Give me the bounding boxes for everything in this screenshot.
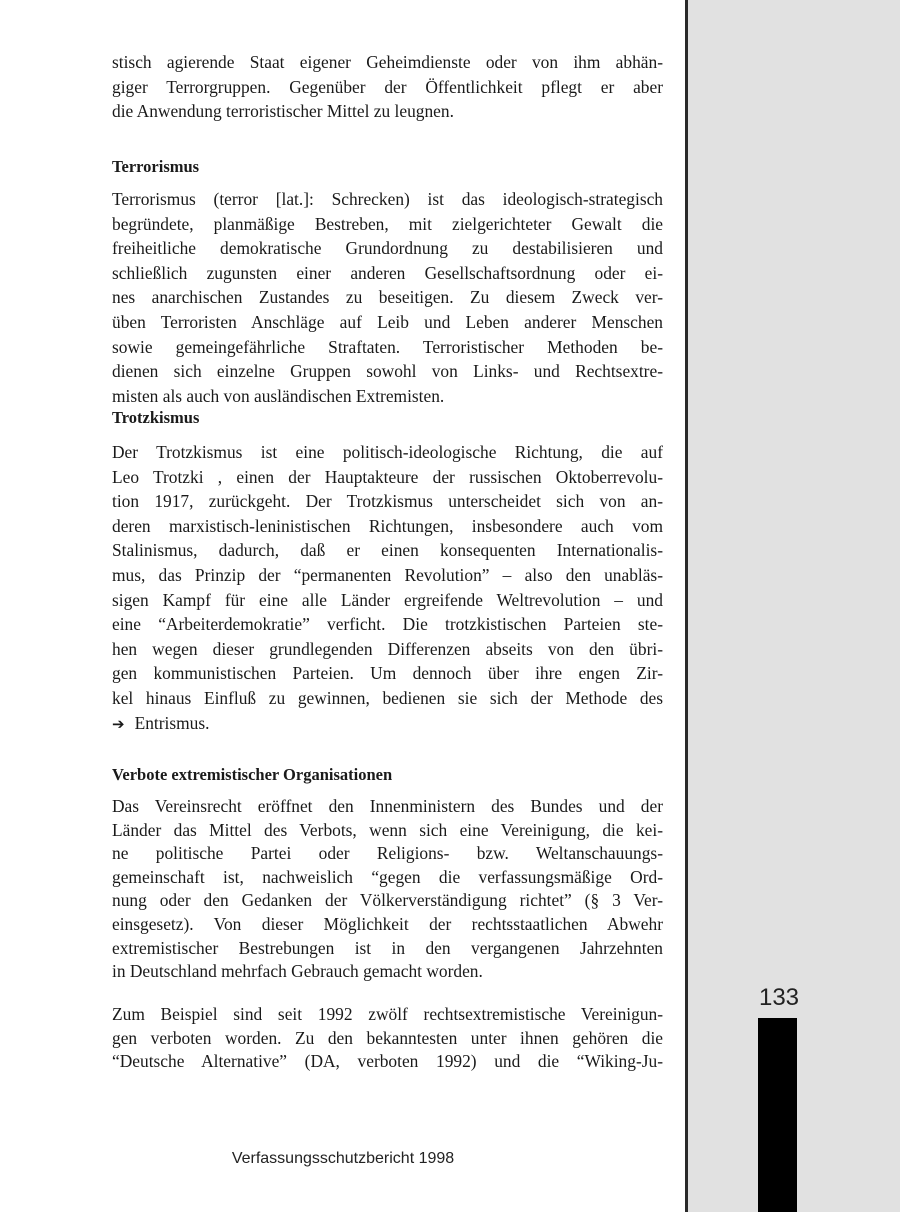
terrorismus-paragraph: [112, 187, 663, 408]
arrow-right-icon: ➔: [112, 714, 125, 733]
margin-divider: [685, 0, 688, 1212]
text-line: Leo Trotzki , einen der Hauptakteure der russischen Oktoberrevolu-: [112, 466, 663, 487]
text-line: giger Terrorgruppen. Gegenüber der Öffentlichkeit pflegt er aber: [112, 76, 663, 97]
cross-reference[interactable]: [112, 711, 663, 736]
page-tab-marker: [758, 1018, 797, 1212]
section-trotzkismus: [112, 406, 663, 430]
text-line: gen kommunistischen Parteien. Um dennoch über ihre engen Zir-: [112, 663, 663, 684]
text-line: Der Trotzkismus ist eine politisch-ideologische Richtung, die auf: [112, 442, 663, 462]
text-line: sowie gemeingefährliche Straftaten. Terroristischer Methoden be-: [112, 336, 663, 357]
text-line: schließlich zugunsten einer anderen Gesellschaftsordnung oder ei-: [112, 262, 663, 283]
intro-paragraph: [112, 50, 663, 124]
text-line: üben Terroristen Anschläge auf Leib und Leben anderer Menschen: [112, 311, 663, 332]
verbote-paragraph-2: [112, 1003, 663, 1074]
section-heading: Verbote extremistischer Organisationen: [112, 765, 393, 784]
text-line: gemeinschaft ist, nachweislich “gegen die verfassungsmäßige Ord-: [112, 866, 663, 887]
text-line: kel hinaus Einfluß zu gewinnen, bedienen sie sich der Methode des: [112, 687, 663, 708]
text-line: gen verboten worden. Zu den bekanntesten unter ihnen gehören die: [112, 1027, 663, 1048]
text-line: freiheitliche demokratische Grundordnung zu destabilisieren und: [112, 238, 663, 259]
section-verbote: [112, 763, 663, 787]
text-line: die Anwendung terroristischer Mittel zu leugnen.: [112, 101, 454, 122]
text-line: begründete, planmäßige Bestreben, mit zielgerichteter Gewalt die: [112, 213, 663, 234]
section-heading: Trotzkismus: [112, 408, 200, 427]
cross-reference-link[interactable]: Entrismus.: [134, 712, 210, 733]
page-number: 133: [758, 984, 800, 1011]
text-line: Stalinismus, dadurch, daß er einen konsequenten Internationalis-: [112, 540, 663, 561]
text-line: in Deutschland mehrfach Gebrauch gemacht worden.: [112, 961, 483, 982]
text-line: extremistischer Bestrebungen ist in den vergangenen Jahrzehnten: [112, 937, 663, 958]
text-line: ne politische Partei oder Religions- bzw. Weltanschauungs-: [112, 843, 663, 864]
text-line: sigen Kampf für eine alle Länder ergreifende Weltrevolution – und: [112, 589, 663, 610]
section-heading: Terrorismus: [112, 157, 200, 176]
text-line: dienen sich einzelne Gruppen sowohl von Links- und Rechtsextre-: [112, 361, 663, 382]
text-line: Zum Beispiel sind seit 1992 zwölf rechtsextremistische Vereinigun-: [112, 1004, 663, 1024]
text-line: eine “Arbeiterdemokratie” verficht. Die trotzkistischen Parteien ste-: [112, 614, 663, 635]
text-line: Terrorismus (terror [lat.]: Schrecken) ist das ideologisch-strategisch: [112, 189, 663, 209]
text-line: “Deutsche Alternative” (DA, verboten 1992) und die “Wiking-Ju-: [112, 1051, 663, 1072]
text-line: deren marxistisch-leninistischen Richtungen, insbesondere auch vom: [112, 515, 663, 536]
text-line: einsgesetz). Von dieser Möglichkeit der rechtsstaatlichen Abwehr: [112, 913, 663, 934]
text-line: tion 1917, zurückgeht. Der Trotzkismus unterscheidet sich von an-: [112, 491, 663, 512]
verbote-paragraph: [112, 795, 663, 984]
page-footer: Verfassungsschutzbericht 1998: [231, 1150, 455, 1167]
text-line: nung oder den Gedanken der Völkerverständigung richtet” (§ 3 Ver-: [112, 890, 663, 911]
text-line: mus, das Prinzip der “permanenten Revolution” – also den unabläs-: [112, 564, 663, 585]
section-terrorismus: [112, 155, 663, 179]
trotzkismus-paragraph: [112, 440, 663, 735]
text-line: nes anarchischen Zustandes zu beseitigen. Zu diesem Zweck ver-: [112, 287, 663, 308]
text-line: hen wegen dieser grundlegenden Differenzen abseits von den übri-: [112, 638, 663, 659]
text-line: stisch agierende Staat eigener Geheimdienste oder von ihm abhän-: [112, 52, 663, 72]
text-line: Länder das Mittel des Verbots, wenn sich eine Vereinigung, die kei-: [112, 819, 663, 840]
text-line: misten als auch von ausländischen Extremisten.: [112, 385, 445, 406]
text-line: Das Vereinsrecht eröffnet den Innenministern des Bundes und der: [112, 796, 663, 816]
